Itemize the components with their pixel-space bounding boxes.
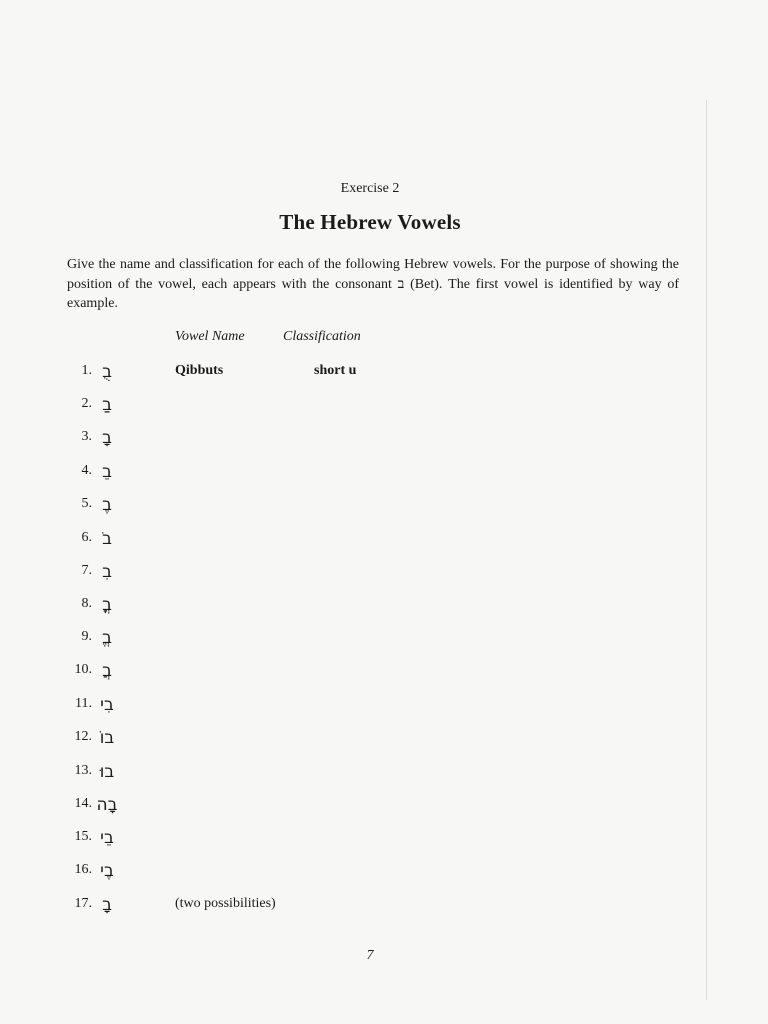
exercise-row (0, 563, 700, 585)
hebrew-letter: בֹ (102, 529, 112, 549)
hebrew-letter: בֶי (100, 861, 114, 881)
hebrew-letter: בוֹ (99, 728, 115, 748)
hebrew-letter: בוּ (99, 762, 115, 782)
hebrew-letter: בִי (100, 695, 114, 715)
exercise-row (0, 729, 700, 751)
instructions-paragraph: Give the name and classification for each of the following Hebrew vowels. For the purpose of showing the position of the vowel, each appears with the consonant ב (Bet). The first vowel is identified by way of example. (67, 257, 679, 311)
hebrew-letter: בֻ (102, 362, 112, 382)
hebrew-letter: בֲ (102, 661, 112, 681)
hebrew-letter: בֵי (100, 828, 114, 848)
column-header-vowel-name: Vowel Name (175, 329, 245, 344)
hebrew-letter: בֱ (102, 628, 112, 648)
exercise-label: Exercise 2 (340, 181, 400, 196)
page-title: The Hebrew Vowels (279, 210, 461, 234)
exercise-row (0, 829, 700, 851)
item-number: 6. (81, 530, 92, 545)
item-number: 15. (74, 829, 92, 844)
exercise-row (0, 363, 700, 385)
exercise-row (0, 796, 700, 818)
hebrew-letter: בָ (102, 895, 112, 915)
exercise-row (0, 429, 700, 451)
item-number: 13. (74, 763, 92, 778)
hebrew-letter: בִ (102, 562, 112, 582)
hebrew-letter: בַ (102, 395, 112, 415)
vowel-name-answer: Qibbuts (175, 363, 224, 378)
hebrew-letter: בָה (96, 795, 118, 815)
item-number: 2. (81, 396, 92, 411)
page-edge-line (706, 100, 707, 1000)
vowel-name-note: (two possibilities) (175, 896, 276, 911)
item-number: 12. (74, 729, 92, 744)
item-number: 16. (74, 862, 92, 877)
item-number: 8. (81, 596, 92, 611)
exercise-row (0, 763, 700, 785)
classification-answer: short u (314, 363, 357, 378)
hebrew-letter: בֶ (102, 495, 112, 515)
exercise-row (0, 463, 700, 485)
item-number: 4. (81, 463, 92, 478)
item-number: 5. (81, 496, 92, 511)
item-number: 7. (81, 563, 92, 578)
item-number: 17. (74, 896, 92, 911)
exercise-row (0, 862, 700, 884)
item-number: 11. (75, 696, 92, 711)
hebrew-letter: בֵ (102, 462, 112, 482)
item-number: 14. (74, 796, 92, 811)
exercise-row (0, 696, 700, 718)
page-number: 7 (366, 948, 374, 963)
exercise-row (0, 662, 700, 684)
item-number: 9. (81, 629, 92, 644)
exercise-row (0, 530, 700, 552)
exercise-row (0, 629, 700, 651)
exercise-row (0, 396, 700, 418)
exercise-row (0, 896, 700, 918)
hebrew-letter: בָ (102, 428, 112, 448)
item-number: 1. (81, 363, 92, 378)
item-number: 3. (81, 429, 92, 444)
item-number: 10. (74, 662, 92, 677)
exercise-row (0, 496, 700, 518)
exercise-row (0, 596, 700, 618)
hebrew-letter: בֳ (102, 595, 112, 615)
column-header-classification: Classification (283, 329, 361, 344)
